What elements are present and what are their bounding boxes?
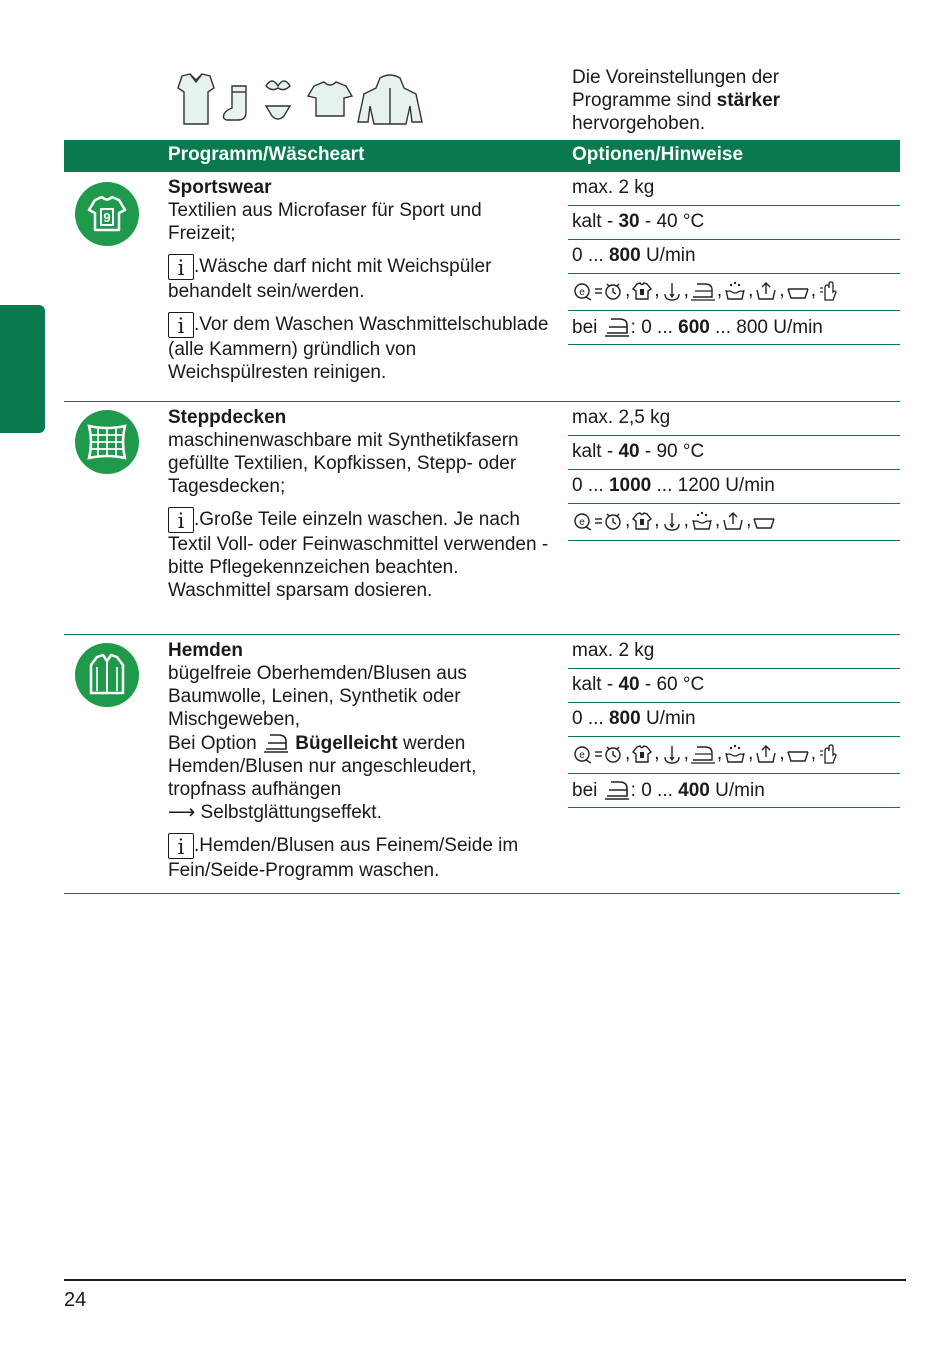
timer-icon <box>594 743 624 765</box>
iron-spin: bei : 0 ... 400 U/min <box>568 774 900 808</box>
program-text: bügelfreie Oberhemden/Blusen aus Baumwolle, Leinen, Synthetik oder Mischgeweben, <box>168 663 467 730</box>
info-icon: i <box>168 312 194 338</box>
eco-icon <box>572 510 594 532</box>
prewash-icon <box>723 743 747 765</box>
info-icon: i <box>168 507 194 533</box>
sock-icon <box>224 86 247 120</box>
lingerie-icon <box>266 81 290 119</box>
symbol-row-full: e , , , , , , , <box>572 742 900 765</box>
table-header <box>64 140 900 172</box>
spin-hand-icon <box>817 743 839 765</box>
option-symbols <box>568 274 900 311</box>
spin-speed: 0 ... 800 U/min <box>568 240 900 274</box>
program-title: Steppdecken <box>168 407 287 428</box>
stain-shirt-icon <box>631 510 653 532</box>
intro-bold: stärker <box>716 90 781 111</box>
option-symbols <box>568 737 900 774</box>
dress-icon <box>178 74 214 124</box>
water-plus-tub-icon <box>754 280 778 302</box>
option-symbols <box>568 504 900 541</box>
options-column <box>568 635 900 808</box>
sportswear-icon <box>75 182 139 246</box>
water-plus-tub-icon <box>754 743 778 765</box>
options-column <box>568 172 900 345</box>
info-note <box>168 254 553 303</box>
duvet-icon <box>75 410 139 474</box>
option-text: Bei Option Bügelleicht werden Hemden/Blusen nur angeschleudert, tropfnass aufhängen <box>168 733 477 800</box>
note-text: .Hemden/Blusen aus Feinem/Seide im Fein/Seide-Programm waschen. <box>168 835 519 881</box>
info-note <box>168 312 553 384</box>
easy-iron-icon <box>603 778 631 800</box>
chapter-tab <box>0 305 45 433</box>
wash-tub-icon <box>786 280 810 302</box>
effect-text: ⟶ Selbstglättungseffekt. <box>168 802 382 823</box>
prewash-icon <box>690 510 714 532</box>
max-load: max. 2 kg <box>568 635 900 669</box>
intro-pre: Die Voreinstellungen der Programme sind <box>572 67 780 111</box>
row-description <box>168 639 553 882</box>
svg-text:e: e <box>579 286 585 298</box>
note-text: .Vor dem Waschen Waschmittelschublade (alle Kammern) gründlich von Weichspülresten reinigen. <box>168 314 549 383</box>
easy-iron-icon <box>262 731 290 753</box>
program-title: Sportswear <box>168 177 272 198</box>
program-title: Hemden <box>168 640 243 661</box>
note-text: .Wäsche darf nicht mit Weichspüler behandelt sein/werden. <box>168 256 492 302</box>
max-load: max. 2,5 kg <box>568 402 900 436</box>
stain-shirt-icon <box>631 743 653 765</box>
note-text: .Große Teile einzeln waschen. Je nach Textil Voll- oder Feinwaschmittel verwenden - bitte Pflegekennzeichen beachten. Waschmittel sparsam dosieren. <box>168 509 549 601</box>
arrow-icon: ⟶ <box>168 802 196 823</box>
header-options: Optionen/Hinweise <box>572 144 744 165</box>
intro-text <box>572 66 872 135</box>
info-icon: i <box>168 254 194 280</box>
temperature: kalt - 40 - 90 °C <box>568 436 900 470</box>
eco-icon <box>572 743 594 765</box>
iron-spin: bei : 0 ... 600 ... 800 U/min <box>568 311 900 345</box>
temperature: kalt - 30 - 40 °C <box>568 206 900 240</box>
options-column <box>568 402 900 541</box>
shirt-icon <box>75 643 139 707</box>
footer-rule <box>64 1279 906 1281</box>
page-number: 24 <box>64 1289 87 1311</box>
water-plus-icon <box>661 743 683 765</box>
water-plus-icon <box>661 280 683 302</box>
info-note <box>168 507 553 602</box>
intro-post: hervorgehoben. <box>572 113 706 134</box>
row-description <box>168 176 553 384</box>
tshirt-icon <box>308 82 352 116</box>
timer-icon <box>594 280 624 302</box>
spin-hand-icon <box>817 280 839 302</box>
program-text: maschinenwaschbare mit Synthetikfasern gefüllte Textilien, Kopfkissen, Stepp- oder Tagesdecken; <box>168 430 519 497</box>
water-plus-tub-icon <box>721 510 745 532</box>
header-program: Programm/Wäscheart <box>168 144 365 165</box>
easy-iron-icon <box>690 280 716 302</box>
info-note <box>168 833 553 882</box>
easy-iron-icon <box>690 743 716 765</box>
svg-text:e: e <box>579 749 585 761</box>
row-description <box>168 406 553 602</box>
row-divider <box>64 893 900 894</box>
temperature: kalt - 40 - 60 °C <box>568 669 900 703</box>
wash-tub-icon <box>786 743 810 765</box>
stain-shirt-icon <box>631 280 653 302</box>
symbol-row-full: e , , , , , , , <box>572 279 900 302</box>
program-text: Textilien aus Microfaser für Sport und Freizeit; <box>168 200 482 244</box>
svg-text:e: e <box>579 516 585 528</box>
water-plus-icon <box>661 510 683 532</box>
svg-text:9: 9 <box>103 210 111 225</box>
garment-icons <box>168 72 428 130</box>
symbol-row-short: e , , , , , <box>572 509 900 532</box>
max-load: max. 2 kg <box>568 172 900 206</box>
jacket-icon <box>358 75 422 124</box>
easy-iron-icon <box>603 315 631 337</box>
wash-tub-icon <box>752 510 776 532</box>
spin-speed: 0 ... 800 U/min <box>568 703 900 737</box>
timer-icon <box>594 510 624 532</box>
info-icon: i <box>168 833 194 859</box>
eco-icon <box>572 280 594 302</box>
prewash-icon <box>723 280 747 302</box>
spin-speed: 0 ... 1000 ... 1200 U/min <box>568 470 900 504</box>
